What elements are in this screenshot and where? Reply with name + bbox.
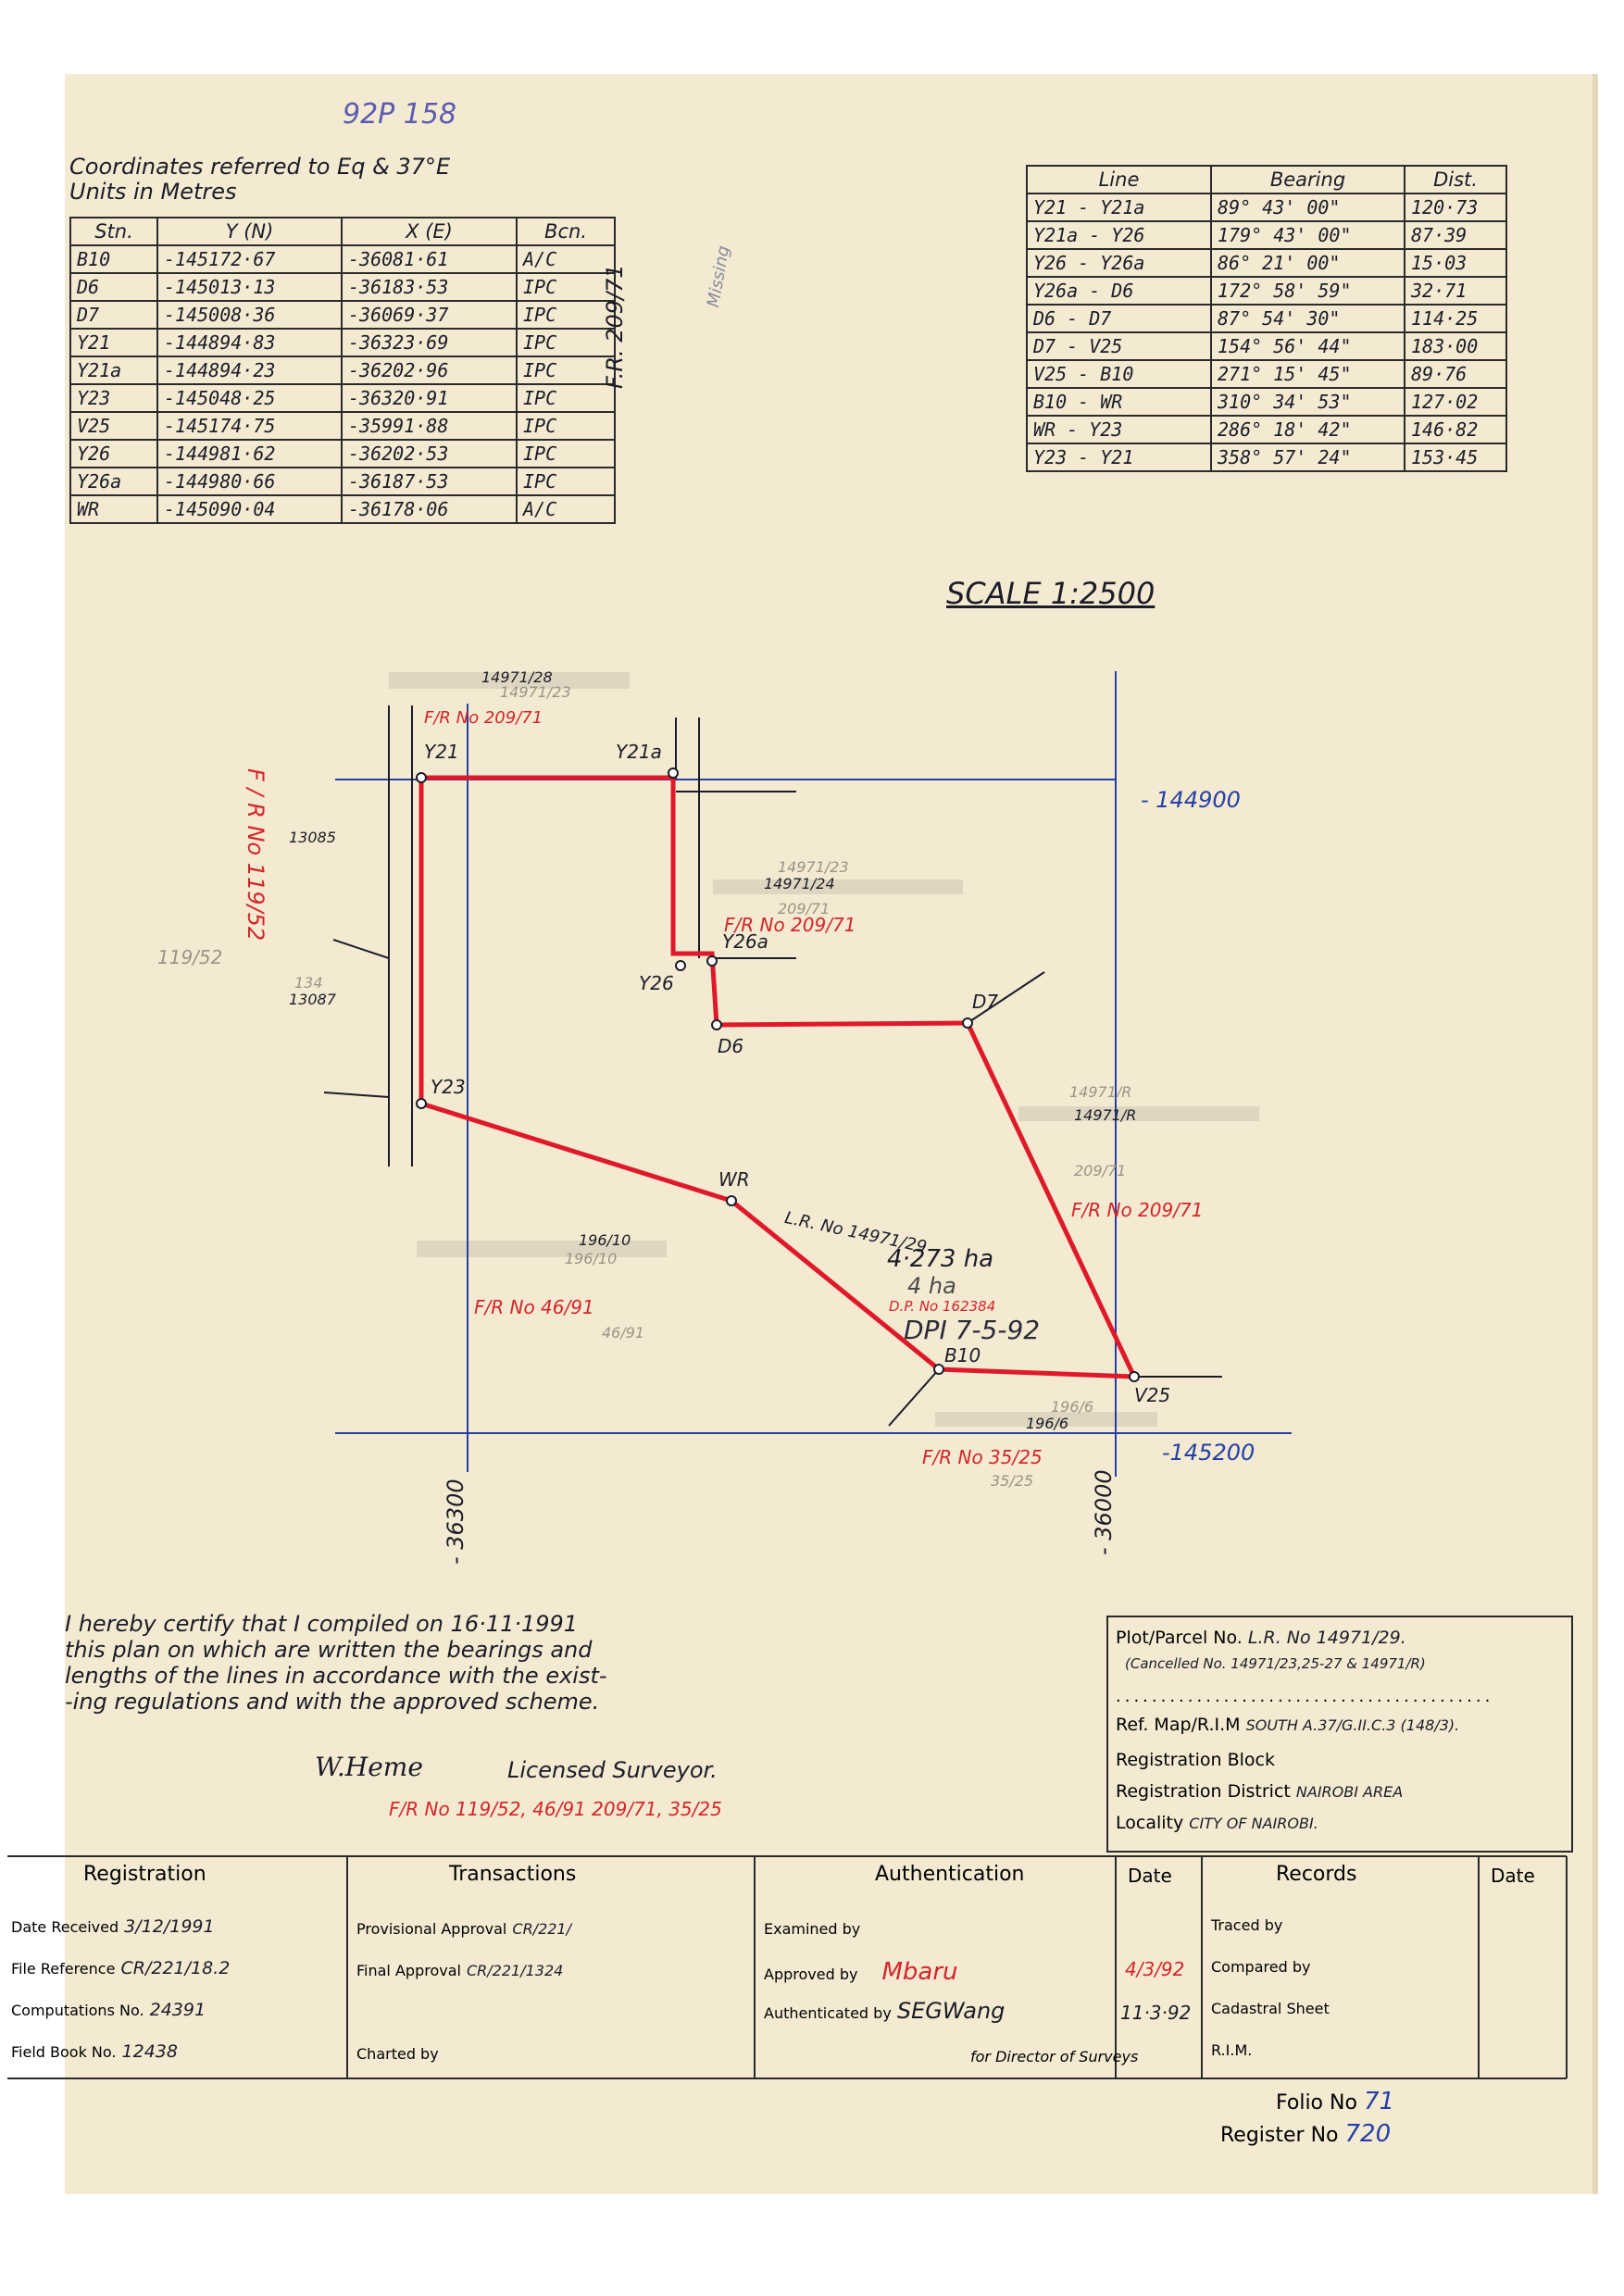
authenticated-by-signature: SEGWang [896, 1998, 1006, 2024]
certificate-line: lengths of the lines in accordance with the exist- [65, 1663, 607, 1689]
distance-cell: 89·76 [1405, 360, 1506, 388]
bearing-cell: 310° 34' 53" [1211, 388, 1405, 416]
computations-field [11, 2000, 206, 2020]
dotted-line: .......................................... [1116, 1687, 1494, 1706]
line-cell: Y23 - Y21 [1027, 443, 1211, 471]
file-reference-label: File Reference [11, 1960, 116, 1978]
header-bearing: Bearing [1211, 166, 1405, 193]
bearing-cell: 86° 21' 00" [1211, 249, 1405, 277]
line-cell: Y26 - Y26a [1027, 249, 1211, 277]
x-cell: -36081·61 [342, 245, 517, 273]
line-cell: D6 - D7 [1027, 305, 1211, 332]
ref-map-value: SOUTH A.37/G.II.C.3 (148/3). [1245, 1716, 1460, 1734]
x-cell: -36069·37 [342, 301, 517, 329]
x-cell: -36323·69 [342, 329, 517, 356]
dp-number-label: D.P. No 162384 [889, 1298, 996, 1315]
beacon-cell: A/C [517, 245, 615, 273]
authenticated-by-label: Authenticated by [764, 2004, 892, 2022]
left-parcel-label: 13087 [289, 991, 336, 1008]
dp-date-label: DPI 7-5-92 [904, 1315, 1041, 1345]
register-field [1220, 2120, 1391, 2148]
beacon-cell: A/C [517, 495, 615, 523]
authentication-title: Authentication [875, 1863, 1025, 1886]
date-received-value: 3/12/1991 [124, 1916, 215, 1937]
parcel-3525-faint: 35/25 [991, 1472, 1034, 1490]
header-y: Y (N) [157, 218, 342, 245]
adjacent-parcel-label: 14971/24 [764, 875, 835, 892]
file-reference-value: CR/221/18.2 [120, 1958, 231, 1978]
beacon-cell: IPC [517, 384, 615, 412]
bearing-cell: 286° 18' 42" [1211, 416, 1405, 443]
ref-map-label: Ref. Map/R.I.M [1116, 1715, 1241, 1735]
folio-field [1276, 2088, 1394, 2115]
examined-by-label: Examined by [764, 1920, 861, 1938]
y-cell: -145048·25 [157, 384, 342, 412]
surveyor-title: Licensed Surveyor. [507, 1757, 718, 1783]
x-cell: -36187·53 [342, 468, 517, 495]
transactions-title: Transactions [449, 1863, 577, 1886]
header-x: X (E) [342, 218, 517, 245]
computations-label: Computations No. [11, 2002, 144, 2019]
x-cell: -36202·96 [342, 356, 517, 384]
beacon-cell: IPC [517, 301, 615, 329]
director-of-surveys: for Director of Surveys [970, 2048, 1139, 2065]
sheet-reference: 92P 158 [343, 98, 457, 131]
bearing-cell: 172° 58' 59" [1211, 277, 1405, 305]
distance-cell: 127·02 [1405, 388, 1506, 416]
grid-label-e36000: - 36000 [1091, 1469, 1117, 1555]
distance-cell: 114·25 [1405, 305, 1506, 332]
field-book-label: Field Book No. [11, 2043, 117, 2061]
registration-district-value: NAIROBI AREA [1295, 1783, 1404, 1801]
certificate-fr-references: F/R No 119/52, 46/91 209/71, 35/25 [389, 1798, 722, 1820]
distance-cell: 153·45 [1405, 443, 1506, 471]
station-cell: WR [70, 495, 157, 523]
adjacent-parcel-label: 14971/23 [778, 858, 849, 876]
distance-cell: 183·00 [1405, 332, 1506, 360]
traced-by-label: Traced by [1211, 1916, 1283, 1934]
station-label-d7: D7 [972, 991, 999, 1013]
y-cell: -145172·67 [157, 245, 342, 273]
date-title: Date [1128, 1865, 1172, 1887]
approved-by-field [764, 1958, 958, 1986]
x-cell: -36178·06 [342, 495, 517, 523]
header-distance: Dist. [1405, 166, 1506, 193]
beacon-cell: IPC [517, 468, 615, 495]
left-parcel-label: 13085 [289, 829, 336, 846]
final-approval-field [356, 1960, 563, 1980]
distance-cell: 32·71 [1405, 277, 1506, 305]
x-cell: -36202·53 [342, 440, 517, 468]
bearing-cell: 89° 43' 00" [1211, 193, 1405, 221]
y-cell: -145090·04 [157, 495, 342, 523]
line-cell: WR - Y23 [1027, 416, 1211, 443]
missing-note: Missing [704, 243, 734, 309]
parcel-196-6: 196/6 [1026, 1415, 1069, 1432]
charted-by-label: Charted by [356, 2045, 439, 2063]
station-label-v25: V25 [1134, 1384, 1171, 1406]
bearing-cell: 271° 15' 45" [1211, 360, 1405, 388]
charted-by-field [356, 2043, 439, 2064]
authentication-date: 11·3·92 [1120, 2002, 1192, 2024]
date-title-records: Date [1491, 1865, 1535, 1887]
station-cell: D6 [70, 273, 157, 301]
cancelled-note: (Cancelled No. 14971/23,25-27 & 14971/R) [1125, 1655, 1426, 1672]
station-cell: B10 [70, 245, 157, 273]
approved-by-signature: Mbaru [881, 1958, 958, 1986]
grid-label-n144900: - 144900 [1141, 787, 1241, 813]
y-cell: -145008·36 [157, 301, 342, 329]
surveyor-signature: W.Heme [315, 1752, 423, 1782]
distance-cell: 87·39 [1405, 221, 1506, 249]
provisional-approval-label: Provisional Approval [356, 1920, 507, 1938]
field-book-field [11, 2041, 178, 2062]
station-cell: D7 [70, 301, 157, 329]
registration-title: Registration [83, 1863, 206, 1886]
station-cell: V25 [70, 412, 157, 440]
area-label: 4·273 ha [887, 1245, 994, 1273]
y-cell: -145174·75 [157, 412, 342, 440]
register-label: Register No [1220, 2124, 1339, 2147]
final-approval-value: CR/221/1324 [467, 1962, 564, 1979]
fr-label-119-vertical: F / R No 119/52 [243, 768, 269, 942]
fr-label-209-mid: F/R No 209/71 [724, 914, 856, 936]
parcel-196-10-faint: 196/10 [565, 1250, 618, 1267]
header-station: Stn. [70, 218, 157, 245]
station-label-y21: Y21 [424, 741, 459, 763]
parcel-4691-faint: 46/91 [602, 1324, 645, 1341]
distance-cell: 146·82 [1405, 416, 1506, 443]
area-label-pencil: 4 ha [907, 1273, 956, 1299]
folio-value: 71 [1363, 2088, 1395, 2115]
authenticated-by-field [764, 1998, 1005, 2024]
compared-by-label: Compared by [1211, 1958, 1311, 1976]
line-cell: Y21a - Y26 [1027, 221, 1211, 249]
plot-parcel-label: Plot/Parcel No. [1116, 1628, 1243, 1648]
beacon-cell: IPC [517, 329, 615, 356]
beacon-cell: IPC [517, 273, 615, 301]
provisional-approval-field [356, 1918, 571, 1939]
certificate-line: -ing regulations and with the approved scheme. [65, 1689, 600, 1715]
line-cell: D7 - V25 [1027, 332, 1211, 360]
grid-label-e36300: - 36300 [443, 1479, 468, 1565]
parcel-196-10: 196/10 [579, 1231, 631, 1249]
coordinate-note: Coordinates referred to Eq & 37°E [69, 154, 451, 180]
header-line: Line [1027, 166, 1211, 193]
station-cell: Y21a [70, 356, 157, 384]
distance-cell: 15·03 [1405, 249, 1506, 277]
approval-date: 4/3/92 [1125, 1958, 1185, 1980]
rim-label: R.I.M. [1211, 2041, 1253, 2059]
date-received-field [11, 1916, 215, 1937]
station-label-wr: WR [718, 1168, 750, 1191]
fr-label-3525: F/R No 35/25 [922, 1446, 1043, 1468]
examined-by-field [764, 1918, 860, 1939]
certificate-line: this plan on which are written the bearings and [65, 1637, 593, 1663]
plot-parcel-value: L.R. No 14971/29. [1247, 1628, 1406, 1648]
fr-side-note: F.R. 209/71 [602, 264, 628, 389]
certificate-line: I hereby certify that I compiled on 16·11·1991 [65, 1611, 579, 1637]
line-cell: B10 - WR [1027, 388, 1211, 416]
station-label-y21a: Y21a [616, 741, 662, 763]
x-cell: -36320·91 [342, 384, 517, 412]
station-label-y26: Y26 [639, 972, 674, 994]
registration-district-label: Registration District [1116, 1781, 1291, 1802]
y-cell: -144981·62 [157, 440, 342, 468]
x-cell: -35991·88 [342, 412, 517, 440]
faint-119-label: 119/52 [157, 946, 223, 968]
beacon-cell: IPC [517, 356, 615, 384]
y-cell: -145013·13 [157, 273, 342, 301]
bearing-cell: 358° 57' 24" [1211, 443, 1405, 471]
station-cell: Y26a [70, 468, 157, 495]
date-received-label: Date Received [11, 1918, 119, 1936]
lr-number-label: L.R. No 14971/29 [782, 1208, 929, 1258]
y-cell: -144894·23 [157, 356, 342, 384]
field-book-value: 12438 [121, 2041, 178, 2062]
fr-label-209-top: F/R No 209/71 [424, 708, 543, 728]
line-cell: Y26a - D6 [1027, 277, 1211, 305]
station-label-y26a: Y26a [722, 930, 768, 953]
beacon-cell: IPC [517, 412, 615, 440]
station-label-y23: Y23 [431, 1076, 466, 1098]
file-reference-field [11, 1958, 230, 1978]
header-beacon: Bcn. [517, 218, 615, 245]
computations-value: 24391 [149, 2000, 206, 2020]
register-value: 720 [1344, 2120, 1392, 2148]
records-title: Records [1276, 1863, 1357, 1886]
bearing-cell: 154° 56' 44" [1211, 332, 1405, 360]
y-cell: -144894·83 [157, 329, 342, 356]
left-parcel-label: 134 [294, 974, 323, 992]
line-cell: V25 - B10 [1027, 360, 1211, 388]
units-note: Units in Metres [69, 179, 237, 205]
locality-value: CITY OF NAIROBI. [1189, 1815, 1318, 1832]
station-label-d6: D6 [718, 1035, 744, 1057]
parcel-196-6-faint: 196/6 [1051, 1398, 1094, 1416]
grid-label-n145200: -145200 [1162, 1440, 1255, 1466]
station-label-b10: B10 [944, 1344, 981, 1366]
station-cell: Y21 [70, 329, 157, 356]
adjacent-parcel-label: 14971/R [1074, 1106, 1137, 1124]
cadastral-sheet-label: Cadastral Sheet [1211, 2000, 1330, 2017]
approved-by-label: Approved by [764, 1965, 858, 1983]
adjacent-parcel-label: 14971/28 [481, 668, 553, 686]
fr-label-209-faint: 209/71 [778, 900, 831, 917]
folio-label: Folio No [1276, 2091, 1357, 2115]
distance-cell: 120·73 [1405, 193, 1506, 221]
line-cell: Y21 - Y21a [1027, 193, 1211, 221]
y-cell: -144980·66 [157, 468, 342, 495]
x-cell: -36183·53 [342, 273, 517, 301]
fr-label-209-right: F/R No 209/71 [1071, 1199, 1204, 1221]
adjacent-parcel-label: 14971/R [1069, 1083, 1132, 1101]
locality-label: Locality [1116, 1813, 1184, 1833]
beacon-cell: IPC [517, 440, 615, 468]
bearing-cell: 87° 54' 30" [1211, 305, 1405, 332]
provisional-approval-value: CR/221/ [512, 1920, 571, 1938]
scale-label: SCALE 1:2500 [946, 576, 1156, 611]
bearing-cell: 179° 43' 00" [1211, 221, 1405, 249]
fr-label-209-faint: 209/71 [1074, 1162, 1127, 1179]
fr-label-4691: F/R No 46/91 [474, 1296, 594, 1318]
station-cell: Y26 [70, 440, 157, 468]
station-cell: Y23 [70, 384, 157, 412]
adjacent-parcel-label: 14971/23 [500, 683, 571, 701]
registration-block-label: Registration Block [1116, 1750, 1276, 1770]
final-approval-label: Final Approval [356, 1962, 461, 1979]
